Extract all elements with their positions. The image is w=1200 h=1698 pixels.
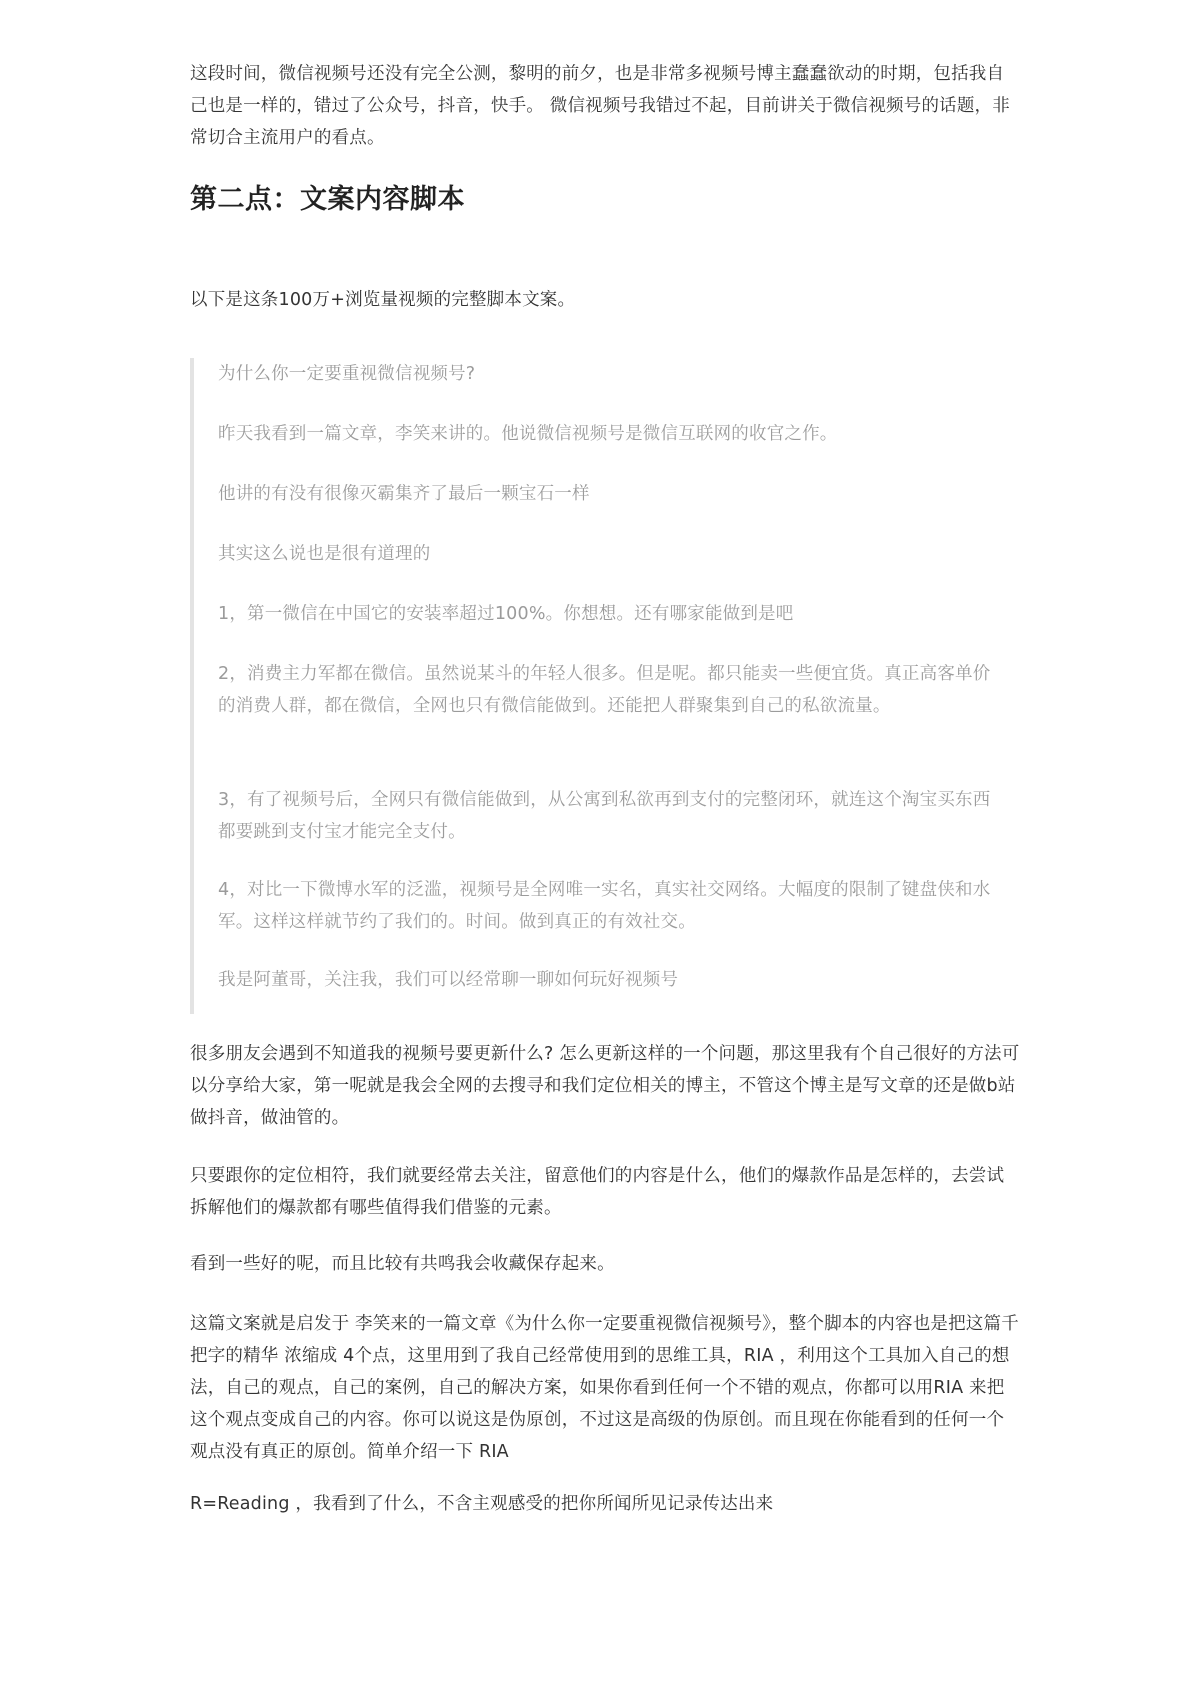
body-paragraph: 看到一些好的呢，而且比较有共鸣我会收藏保存起来。: [190, 1254, 615, 1274]
body-paragraph: R=Reading ，我看到了什么，不含主观感受的把你所闻所见记录传达出来: [190, 1494, 774, 1514]
quote-line: 4，对比一下微博水军的泛滥，视频号是全网唯一实名，真实社交网络。大幅度的限制了键盘侠和水军。这样这样就节约了我们的。时间。做到真正的有效社交。: [218, 880, 991, 932]
quote-line: 2，消费主力军都在微信。虽然说某斗的年轻人很多。但是呢。都只能卖一些便宜货。真正高客单价的消费人群，都在微信，全网也只有微信能做到。还能把人群聚集到自己的私欲流量。: [218, 664, 991, 716]
quote-line: 1，第一微信在中国它的安装率超过100%。你想想。还有哪家能做到是吧: [218, 604, 794, 624]
quote-line: 昨天我看到一篇文章，李笑来讲的。他说微信视频号是微信互联网的收官之作。: [218, 424, 838, 444]
quote-line: 他讲的有没有很像灭霸集齐了最后一颗宝石一样: [218, 484, 590, 504]
quote-line: 我是阿董哥，关注我，我们可以经常聊一聊如何玩好视频号: [218, 970, 679, 990]
body-paragraph: 这篇文案就是启发于 李笑来的一篇文章《为什么你一定要重视微信视频号》，整个脚本的内容也是把这篇千把字的精华 浓缩成 4个点，这里用到了我自己经常使用到的思维工具，RIA ，利用这个工具加入自己的想法，自己的观点，自己的案例，自己的解决方案，如果你看到任何一个不错的观点，你都可以用RIA 来把这个观点变成自己的内容。你可以说这是伪原创，不过这是高级的伪原创。而且现在你能看到的任何一个观点没有真正的原创。简单介绍一下 RIA: [190, 1314, 1019, 1462]
body-paragraph: 很多朋友会遇到不知道我的视频号要更新什么? 怎么更新这样的一个问题，那这里我有个自己很好的方法可以分享给大家，第一呢就是我会全网的去搜寻和我们定位相关的博主，不管这个博主是写文章的还是做b站做抖音，做油管的。: [190, 1044, 1020, 1128]
intro-paragraph: 这段时间，微信视频号还没有完全公测，黎明的前夕，也是非常多视频号博主蠢蠢欲动的时期，包括我自己也是一样的，错过了公众号，抖音，快手。 微信视频号我错过不起，目前讲关于微信视频号的话题，非常切合主流用户的看点。: [190, 64, 1010, 148]
section-heading: 第二点：文案内容脚本: [190, 184, 465, 215]
script-blockquote: [190, 358, 1020, 1014]
lead-paragraph: 以下是这条100万+浏览量视频的完整脚本文案。: [190, 290, 576, 310]
body-paragraph: 只要跟你的定位相符，我们就要经常去关注，留意他们的内容是什么，他们的爆款作品是怎样的，去尝试拆解他们的爆款都有哪些值得我们借鉴的元素。: [190, 1166, 1005, 1218]
quote-line: 为什么你一定要重视微信视频号?: [218, 364, 476, 384]
quote-line: 3，有了视频号后，全网只有微信能做到，从公寓到私欲再到支付的完整闭环，就连这个淘宝买东西都要跳到支付宝才能完全支付。: [218, 790, 991, 842]
quote-line: 其实这么说也是很有道理的: [218, 544, 431, 564]
